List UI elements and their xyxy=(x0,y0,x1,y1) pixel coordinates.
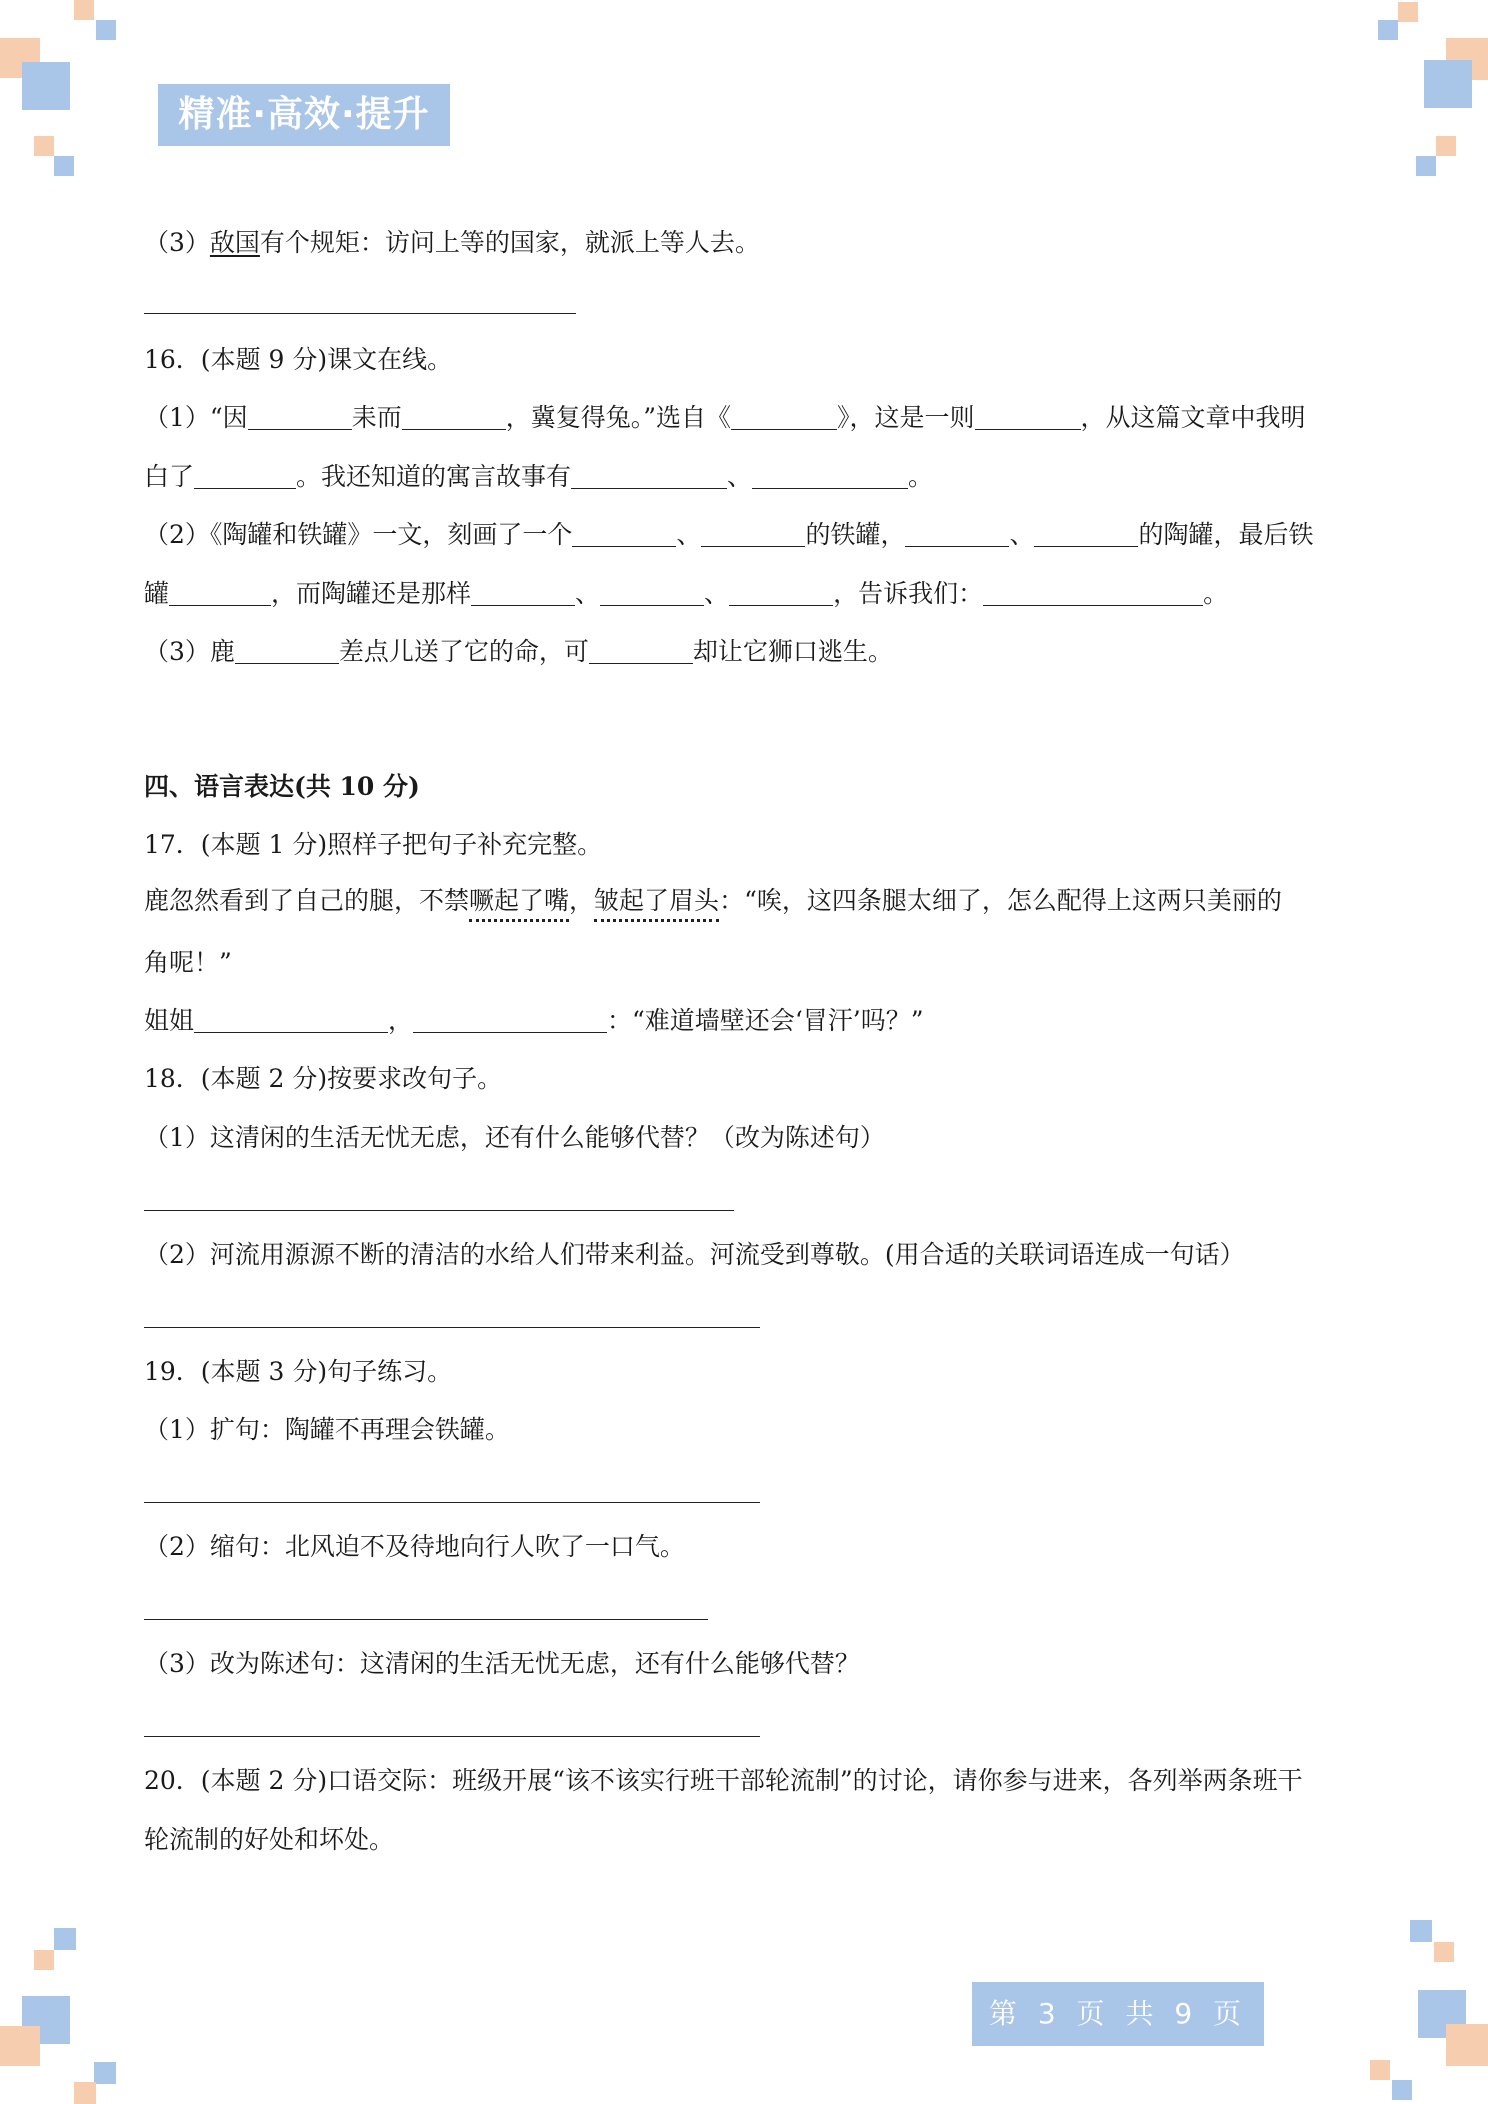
fill-blank[interactable] xyxy=(600,581,704,606)
q17-fill: 姐姐 ， ：“难道墙壁还会‘冒汗’吗？” xyxy=(144,1006,924,1035)
fill-blank[interactable] xyxy=(413,1008,607,1033)
q16-part1-cont: 白了 。我还知道的寓言故事有 、 。 xyxy=(144,462,934,491)
q16-title: 16．(本题 9 分)课文在线。 xyxy=(144,345,453,374)
header-badge: 精准·高效·提升 xyxy=(158,84,450,146)
q17-example-cont: 角呢！” xyxy=(144,948,232,977)
q16-part2: （2）《陶罐和铁罐》一文，刻画了一个 、 的铁罐， 、 的陶罐，最后铁 xyxy=(144,520,1314,549)
q20-text: 20．(本题 2 分)口语交际：班级开展“该不该实行班干部轮流制”的讨论，请你参与进来，各列举两条班干 xyxy=(144,1766,1303,1795)
fill-blank[interactable] xyxy=(752,464,908,489)
fill-blank[interactable] xyxy=(975,405,1081,430)
fill-blank[interactable] xyxy=(235,639,339,664)
fill-blank[interactable] xyxy=(572,522,676,547)
fill-blank[interactable] xyxy=(471,581,575,606)
answer-line[interactable] xyxy=(144,1327,760,1328)
q16-part1: （1）“因 耒而 ，冀复得兔。”选自《 》，这是一则 ，从这篇文章中我明 xyxy=(144,403,1306,432)
answer-line[interactable] xyxy=(144,1736,760,1737)
fill-blank[interactable] xyxy=(729,581,833,606)
q18-part1: （1）这清闲的生活无忧无虑，还有什么能够代替？（改为陈述句） xyxy=(144,1123,885,1152)
answer-line[interactable] xyxy=(144,1502,760,1503)
answer-line[interactable] xyxy=(144,1619,708,1620)
fill-blank[interactable] xyxy=(571,464,727,489)
q15-part3: （3）敌国有个规矩：访问上等的国家，就派上等人去。 xyxy=(144,228,760,257)
q18-part2: （2）河流用源源不断的清洁的水给人们带来利益。河流受到尊敬。(用合适的关联词语连成一句话） xyxy=(144,1240,1245,1269)
q18-title: 18．(本题 2 分)按要求改句子。 xyxy=(144,1064,503,1093)
answer-line[interactable] xyxy=(144,313,576,314)
q19-part3: （3）改为陈述句：这清闲的生活无忧无虑，还有什么能够代替？ xyxy=(144,1649,860,1678)
q19-part1: （1）扩句：陶罐不再理会铁罐。 xyxy=(144,1415,510,1444)
q17-title: 17．(本题 1 分)照样子把句子补充完整。 xyxy=(144,830,603,859)
fill-blank[interactable] xyxy=(905,522,1009,547)
answer-line[interactable] xyxy=(144,1210,734,1211)
q17-example: 鹿忽然看到了自己的腿，不禁噘起了嘴，皱起了眉头：“唉，这四条腿太细了，怎么配得上这两只美丽的 xyxy=(144,884,1282,918)
q19-title: 19．(本题 3 分)句子练习。 xyxy=(144,1357,453,1386)
q19-part2: （2）缩句：北风迫不及待地向行人吹了一口气。 xyxy=(144,1532,685,1561)
fill-blank[interactable] xyxy=(248,405,352,430)
q16-part3: （3）鹿 差点儿送了它的命，可 却让它狮口逃生。 xyxy=(144,637,893,666)
fill-blank[interactable] xyxy=(701,522,805,547)
fill-blank[interactable] xyxy=(731,405,837,430)
fill-blank[interactable] xyxy=(1034,522,1138,547)
section-title: 四、语言表达(共 10 分) xyxy=(144,772,420,801)
fill-blank[interactable] xyxy=(983,581,1203,606)
fill-blank[interactable] xyxy=(589,639,693,664)
q16-part2-cont: 罐 ，而陶罐还是那样 、 、 ，告诉我们： 。 xyxy=(144,579,1229,608)
fill-blank[interactable] xyxy=(169,581,271,606)
fill-blank[interactable] xyxy=(194,1008,388,1033)
fill-blank[interactable] xyxy=(402,405,506,430)
fill-blank[interactable] xyxy=(194,464,296,489)
page-number-badge: 第 3 页 共 9 页 xyxy=(972,1982,1264,2046)
q20-text-cont: 轮流制的好处和坏处。 xyxy=(144,1825,395,1854)
